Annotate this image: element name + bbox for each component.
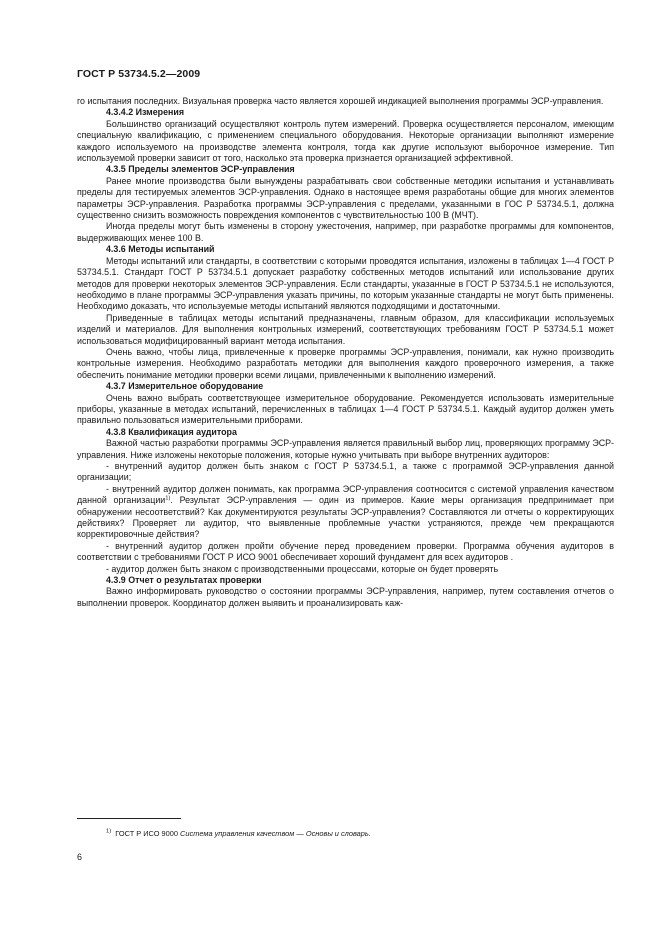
section-4-3-5-paragraph-2: Иногда пределы могут быть изменены в сторону ужесточения, например, при разработке программы для компонентов, выдерживающих менее 100 В. xyxy=(77,221,614,243)
section-4-3-6-title: 4.3.6 Методы испытаний xyxy=(106,244,215,255)
section-4-3-8-title: 4.3.8 Квалификация аудитора xyxy=(106,426,237,437)
list-item: - аудитор должен быть знаком с производственными процессами, которые он будет проверять xyxy=(106,563,499,574)
section-4-3-8-paragraph: Важной частью разработки программы ЭСР-управления является правильный выбор лиц, проверяющих программу ЭСР-управления. Ниже изложены некоторые положения, которые нужно учитывать при выборе внутренних аудиторов: xyxy=(77,438,614,460)
list-item-text: . Результат ЭСР-управления — один из примеров. Какие меры организация предпринимает при обнаружении несоответствий? Как документируются результаты ЭСР-управления? Составляются ли отчеты о корректирующих действиях? Проверяет ли аудитор, что выявленные проблемные участки устраняются, прежде чем прекращаются корректировочные действия? xyxy=(77,495,614,540)
section-4-3-5-paragraph-1: Ранее многие производства были вынуждены разрабатывать свои собственные методики испытания и устанавливать пределы для тестируемых элементов ЭСР-управления. Однако в настоящее время разработаны общие для многих элементов параметры ЭСР-управления. Разработка программы ЭСР-управления с пределами, указанными в ГОС Р 53734.5.1, должна существенно снизить возможность повреждения компонентов с чувствительностью 100 В (МЧТ). xyxy=(77,175,614,221)
list-item: - внутренний аудитор должен быть знаком с ГОСТ Р 53734.5.1, а также с программой ЭСР-управления данной организации; xyxy=(77,461,614,483)
section-4-3-5-title: 4.3.5 Пределы элементов ЭСР-управления xyxy=(106,164,295,175)
section-4-3-9-title: 4.3.9 Отчет о результатах проверки xyxy=(106,575,262,586)
list-item: - внутренний аудитор должен пройти обучение перед проведением проверки. Программа обучения аудиторов в соответствии с требованиями ГОСТ Р ИСО 9001 обеспечивает хороший фундамент для всех аудиторов . xyxy=(77,540,614,563)
footnote-reference: 1) xyxy=(165,495,171,502)
section-4-3-7-title: 4.3.7 Измерительное оборудование xyxy=(106,381,264,392)
footnote-divider xyxy=(77,818,181,819)
footnote-title: Система управления качеством — Основы и словарь. xyxy=(180,829,371,838)
section-4-3-9-paragraph: Важно информировать руководство о состоянии программы ЭСР-управления, например, путем составления отчетов о выполнении проверок. Координатор должен выявить и проанализировать каж- xyxy=(77,586,614,608)
footnote-marker: 1) xyxy=(106,828,112,835)
intro-paragraph: го испытания последних. Визуальная проверка часто является хорошей индикацией выполнения программы ЭСР-управления. xyxy=(77,96,604,106)
footnote xyxy=(106,829,371,838)
section-4-3-7-paragraph: Очень важно выбрать соответствующее измерительное оборудование. Рекомендуется использовать измерительные приборы, указанные в методах испытаний, перечисленных в таблицах 1—4 ГОСТ Р 53734.5.1. Каждый аудитор должен уметь правильно пользоваться измерительными приборами. xyxy=(77,392,614,426)
list-item-text: - внутренний аудитор должен понимать, как программа ЭСР-управления соотносится с системой управления качеством данной организации xyxy=(77,483,614,506)
list-item xyxy=(77,484,614,541)
page-number: 6 xyxy=(77,852,82,862)
section-4-3-4-2-title: 4.3.4.2 Измерения xyxy=(106,107,185,118)
section-4-3-6-paragraph-1: Методы испытаний или стандарты, в соответствии с которыми проводятся испытания, изложены в таблицах 1—4 ГОСТ Р 53734.5.1. Стандарт ГОСТ Р 53734.5.1 допускает разработку собственных методов испытаний или использование других методов для проверки некоторых элементов ЭСР-управления. Если стандарты, указанные в ГОСТ Р 53734.5.1 не используются, необходимо в плане программы ЭСР-управления указать причины, по которым указанные стандарты не могут быть применены. Необходимо доказать, что используемые методы испытаний являются подходящими и достаточными. xyxy=(77,255,614,312)
section-4-3-4-2-paragraph: Большинство организаций осуществляют контроль путем измерений. Проверка осуществляется персоналом, имеющим специальную квалификацию, с применением специального оборудования. Некоторые организации выполняют измерение каждого используемого на производстве элемента контроля, тогда как другие используют выборочное измерение. Тип используемой проверки зависит от того, насколько эта проверка признается организацией эффективной. xyxy=(77,118,614,164)
footnote-reference-text: ГОСТ Р ИСО 9000 xyxy=(115,829,178,838)
page-content xyxy=(77,96,614,609)
document-header: ГОСТ Р 53734.5.2—2009 xyxy=(77,68,201,80)
section-4-3-6-paragraph-2: Приведенные в таблицах методы испытаний предназначены, главным образом, для классификации используемых изделий и материалов. Для выполнения контрольных измерений, соответствующих требованиям ГОСТ Р 53734.5.1 может использоваться модифицированный вариант метода испытания. xyxy=(77,312,614,346)
section-4-3-6-paragraph-3: Очень важно, чтобы лица, привлеченные к проверке программы ЭСР-управления, понимали, как нужно производить контрольные измерения. Необходимо разработать методики для выполнения каждого проверочного измерения, а также обеспечить понимание методики проверки всеми лицами, привлеченными к выполнению измерений. xyxy=(77,346,614,380)
